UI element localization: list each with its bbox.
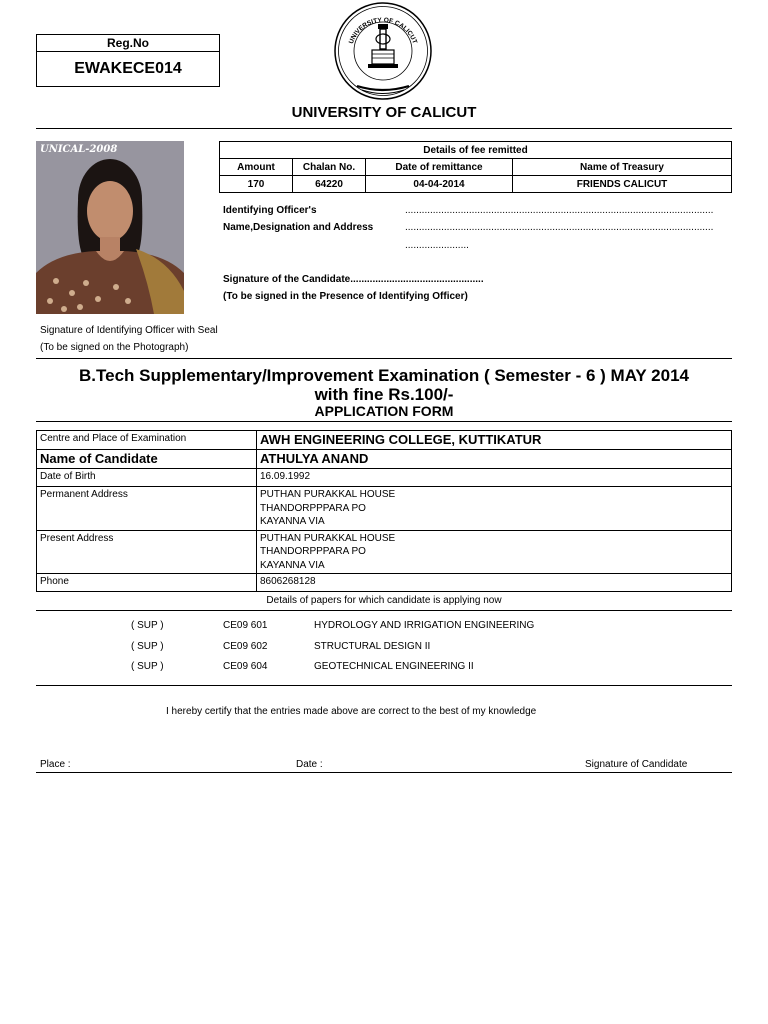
permanent-address-line: PUTHAN PURAKKAL HOUSE bbox=[260, 489, 396, 500]
fee-caption-row bbox=[220, 142, 732, 159]
name-label: Name of Candidate bbox=[37, 450, 257, 469]
university-seal-icon bbox=[332, 2, 434, 100]
name-value: ATHULYA ANAND bbox=[257, 450, 732, 469]
present-address-line: PUTHAN PURAKKAL HOUSE bbox=[260, 532, 396, 544]
dob-value: 16.09.1992 bbox=[257, 469, 732, 487]
fee-header-date: Date of remittance bbox=[366, 159, 513, 176]
paper-code: CE09 602 bbox=[223, 641, 268, 652]
present-address-line: KAYANNA VIA bbox=[260, 559, 325, 571]
phone-label: Phone bbox=[37, 574, 257, 592]
reg-no-label: Reg.No bbox=[37, 35, 219, 52]
photo-watermark: UNICAL-2008 bbox=[40, 144, 118, 155]
paper-name: STRUCTURAL DESIGN II bbox=[314, 641, 431, 652]
paper-code: CE09 601 bbox=[223, 620, 268, 631]
fee-header-amount: Amount bbox=[220, 159, 293, 176]
table-row bbox=[37, 431, 732, 450]
fee-amount: 170 bbox=[220, 176, 293, 193]
divider bbox=[36, 128, 732, 129]
paper-type: ( SUP ) bbox=[131, 641, 164, 652]
permanent-address-label: Permanent Address bbox=[37, 487, 257, 531]
fee-value-row bbox=[220, 176, 732, 193]
fee-header-row bbox=[220, 159, 732, 176]
exam-title-line-1: B.Tech Supplementary/Improvement Examination ( Semester - 6 ) MAY 2014 bbox=[79, 366, 689, 385]
fee-treasury: FRIENDS CALICUT bbox=[513, 176, 732, 193]
list-item bbox=[0, 641, 768, 655]
paper-name: GEOTECHNICAL ENGINEERING II bbox=[314, 661, 474, 672]
identifying-officer-address-label: Name,Designation and Address bbox=[223, 222, 374, 233]
table-row bbox=[37, 450, 732, 469]
exam-title-line-2: with fine Rs.100/- bbox=[314, 385, 454, 404]
phone-value: 8606268128 bbox=[257, 574, 732, 592]
fee-caption: Details of fee remitted bbox=[220, 142, 732, 159]
reg-no-value: EWAKECE014 bbox=[74, 60, 182, 77]
certification-statement: I hereby certify that the entries made above are correct to the best of my knowledge bbox=[166, 706, 537, 717]
paper-name: HYDROLOGY AND IRRIGATION ENGINEERING bbox=[314, 620, 535, 631]
reg-no-box bbox=[36, 34, 220, 87]
signature-presence-note: (To be signed in the Presence of Identifying Officer) bbox=[223, 291, 468, 302]
table-row bbox=[37, 530, 732, 574]
list-item bbox=[0, 620, 768, 634]
candidate-details-table bbox=[36, 430, 732, 592]
centre-value: AWH ENGINEERING COLLEGE, KUTTIKATUR bbox=[257, 431, 732, 450]
date-label: Date : bbox=[296, 759, 323, 770]
exam-title bbox=[0, 366, 768, 404]
paper-code: CE09 604 bbox=[223, 661, 268, 672]
fee-header-treasury: Name of Treasury bbox=[513, 159, 732, 176]
divider bbox=[36, 421, 732, 422]
permanent-address-line: THANDORPPPARA PO bbox=[260, 502, 366, 514]
present-address-label: Present Address bbox=[37, 530, 257, 574]
dob-label: Date of Birth bbox=[37, 469, 257, 487]
table-row bbox=[37, 469, 732, 487]
permanent-address-value bbox=[257, 487, 732, 531]
divider bbox=[36, 610, 732, 611]
list-item bbox=[0, 661, 768, 675]
officer-signature-label: Signature of Identifying Officer with Seal bbox=[40, 325, 218, 336]
divider bbox=[36, 772, 732, 773]
place-label: Place : bbox=[40, 759, 71, 770]
university-title: UNIVERSITY OF CALICUT bbox=[291, 104, 477, 121]
table-row bbox=[37, 574, 732, 592]
fee-date: 04-04-2014 bbox=[366, 176, 513, 193]
identifying-dots-line-2: ............................................................................................................... bbox=[405, 222, 714, 233]
fee-chalan: 64220 bbox=[293, 176, 366, 193]
paper-type: ( SUP ) bbox=[131, 620, 164, 631]
identifying-officer-label: Identifying Officer's bbox=[223, 205, 317, 216]
papers-caption: Details of papers for which candidate is applying now bbox=[266, 595, 502, 606]
photo-sign-note: (To be signed on the Photograph) bbox=[40, 342, 189, 353]
identifying-dots-line-1: ............................................................................................................... bbox=[405, 205, 714, 216]
paper-type: ( SUP ) bbox=[131, 661, 164, 672]
candidate-signature-label: Signature of Candidate bbox=[585, 759, 688, 770]
present-address-value bbox=[257, 530, 732, 574]
application-form-heading: APPLICATION FORM bbox=[314, 403, 454, 419]
present-address-line: THANDORPPPARA PO bbox=[260, 546, 366, 557]
divider bbox=[36, 685, 732, 686]
centre-label: Centre and Place of Examination bbox=[37, 431, 257, 450]
fee-table bbox=[219, 141, 732, 193]
table-row bbox=[37, 487, 732, 531]
permanent-address-line: KAYANNA VIA bbox=[260, 516, 325, 527]
seal-ring-text: UNIVERSITY OF CALICUT bbox=[347, 16, 419, 45]
divider bbox=[36, 358, 732, 359]
candidate-photo bbox=[36, 141, 184, 314]
identifying-dots-line-3: ....................... bbox=[405, 240, 469, 251]
fee-header-chalan: Chalan No. bbox=[293, 159, 366, 176]
candidate-signature-line: Signature of the Candidate................................................ bbox=[223, 274, 484, 285]
